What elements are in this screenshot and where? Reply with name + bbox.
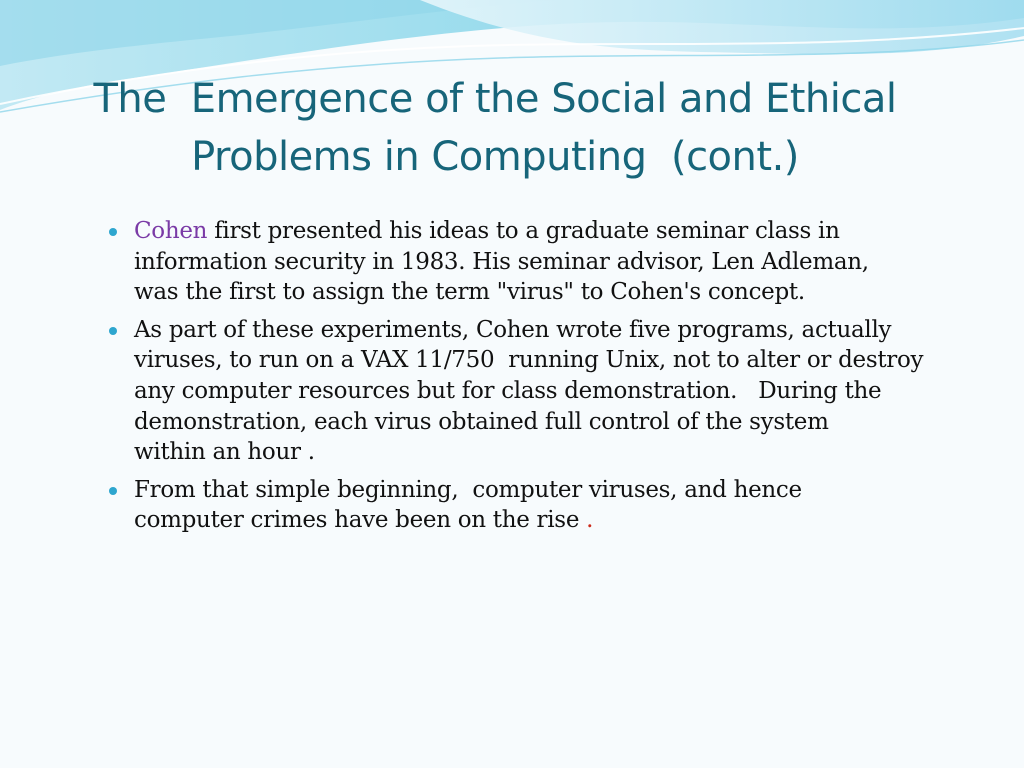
bullet-list <box>103 216 973 543</box>
bullet-dot-icon <box>109 228 117 236</box>
bullet-1-line-1-text: first presented his ideas to a graduate seminar class in <box>207 218 840 244</box>
bullet-1-line-1 <box>134 216 973 247</box>
highlighted-period: . <box>586 507 594 534</box>
bullet-3-line-1: From that simple beginning, computer viruses, and hence <box>134 476 802 503</box>
bullet-item-1 <box>103 216 973 308</box>
bullet-2-line-2: viruses, to run on a VAX 11/750 running Unix, not to alter or destroy <box>134 347 924 374</box>
bullet-item-2 <box>103 315 973 468</box>
bullet-2-line-4: demonstration, each virus obtained full control of the system <box>134 408 829 435</box>
bullet-dot-icon <box>109 327 117 335</box>
highlighted-name: Cohen <box>134 218 208 244</box>
bullet-2-line-5: within an hour . <box>134 439 315 466</box>
slide-title-line-2: Problems in Computing (cont.) <box>191 134 799 180</box>
bullet-item-3 <box>103 475 973 536</box>
bullet-dot-icon <box>109 487 117 495</box>
bullet-3-line-2-text: computer crimes have been on the rise <box>134 507 587 534</box>
bullet-1-line-2: information security in 1983. His seminar advisor, Len Adleman, <box>134 248 869 275</box>
slide-title <box>40 70 950 186</box>
bullet-1-line-3: was the first to assign the term "virus" to Cohen's concept. <box>134 279 805 306</box>
slide-title-line-1: The Emergence of the Social and Ethical <box>93 76 897 122</box>
bullet-2-line-1: As part of these experiments, Cohen wrote five programs, actually <box>134 316 892 343</box>
bullet-3-line-2 <box>134 505 973 536</box>
bullet-2-line-3: any computer resources but for class demonstration. During the <box>134 377 882 404</box>
